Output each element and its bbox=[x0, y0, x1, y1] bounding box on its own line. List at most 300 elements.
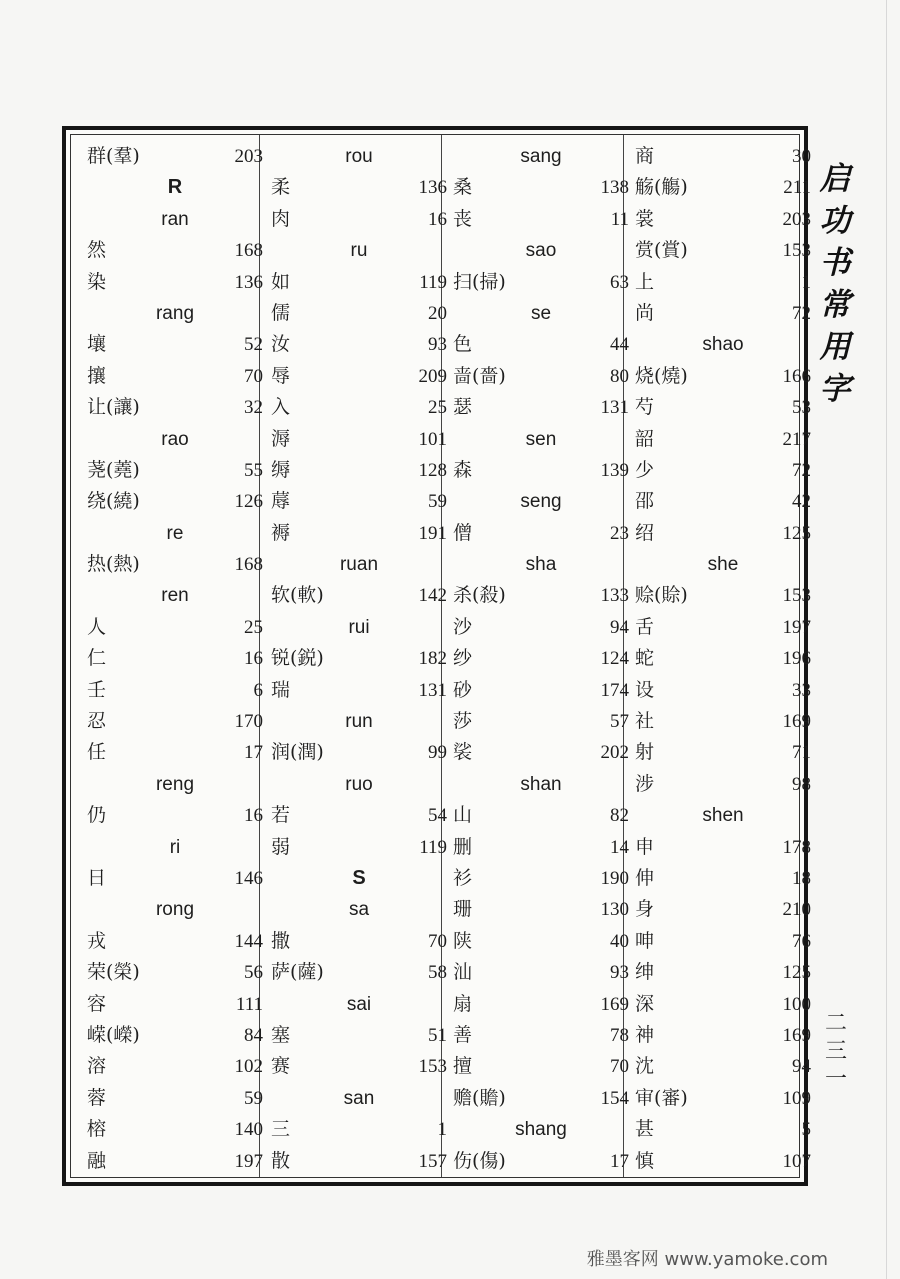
entry-character: 身 bbox=[635, 898, 655, 921]
index-column-4 bbox=[635, 141, 811, 1177]
index-entry bbox=[271, 329, 447, 360]
entry-character: 肉 bbox=[271, 207, 291, 230]
entry-page-number: 210 bbox=[782, 899, 811, 921]
entry-page-number: 59 bbox=[428, 491, 447, 513]
title-char: 用 bbox=[819, 329, 851, 365]
index-entry bbox=[271, 392, 447, 423]
index-entry bbox=[87, 1146, 263, 1177]
entry-character: 啬(嗇) bbox=[453, 364, 506, 387]
entry-character: 任 bbox=[87, 741, 107, 764]
entry-character: 缛 bbox=[271, 458, 291, 481]
entry-page-number: 1 bbox=[801, 271, 811, 293]
index-entry bbox=[87, 141, 263, 172]
entry-page-number: 1 bbox=[437, 1119, 447, 1141]
index-entry bbox=[271, 675, 447, 706]
page-number-char: 二 bbox=[824, 1011, 847, 1036]
entry-page-number: 54 bbox=[428, 805, 447, 827]
entry-page-number: 52 bbox=[244, 334, 263, 356]
index-entry bbox=[635, 361, 811, 392]
index-entry bbox=[635, 235, 811, 266]
index-entry bbox=[87, 706, 263, 737]
index-entry bbox=[453, 832, 629, 863]
watermark: 雅墨客网 www.yamoke.com bbox=[586, 1249, 828, 1270]
entry-page-number: 169 bbox=[782, 1024, 811, 1046]
entry-character: 社 bbox=[635, 710, 655, 733]
entry-page-number: 42 bbox=[792, 491, 811, 513]
title-char: 常 bbox=[819, 287, 851, 323]
entry-character: 热(熱) bbox=[87, 553, 140, 576]
index-entry bbox=[87, 392, 263, 423]
entry-character: 让(讓) bbox=[87, 396, 140, 419]
entry-page-number: 166 bbox=[782, 365, 811, 387]
entry-character: 扇 bbox=[453, 992, 473, 1015]
entry-character: 戎 bbox=[87, 929, 107, 952]
entry-character: 若 bbox=[271, 804, 291, 827]
index-entry bbox=[271, 1114, 447, 1145]
index-column-1 bbox=[87, 141, 263, 1177]
entry-character: 蛇 bbox=[635, 647, 655, 670]
entry-character: 汝 bbox=[271, 333, 291, 356]
index-entry bbox=[453, 1083, 629, 1114]
entry-character: 赊(賒) bbox=[635, 584, 688, 607]
entry-page-number: 58 bbox=[428, 962, 447, 984]
index-entry bbox=[635, 737, 811, 768]
index-entry bbox=[453, 455, 629, 486]
entry-character: 呻 bbox=[635, 929, 655, 952]
entry-character: 莎 bbox=[453, 710, 473, 733]
entry-page-number: 168 bbox=[234, 554, 263, 576]
entry-page-number: 80 bbox=[610, 365, 629, 387]
entry-page-number: 30 bbox=[792, 146, 811, 167]
entry-page-number: 191 bbox=[418, 522, 447, 544]
entry-character: 善 bbox=[453, 1023, 473, 1046]
index-entry bbox=[271, 926, 447, 957]
entry-character: 伤(傷) bbox=[453, 1149, 506, 1172]
index-entry bbox=[453, 518, 629, 549]
pinyin-heading: reng bbox=[155, 773, 195, 795]
entry-page-number: 63 bbox=[610, 271, 629, 293]
entry-character: 山 bbox=[453, 804, 473, 827]
entry-page-number: 136 bbox=[418, 177, 447, 199]
index-entry bbox=[453, 926, 629, 957]
entry-character: 杀(殺) bbox=[453, 584, 506, 607]
entry-character: 汕 bbox=[453, 961, 473, 984]
entry-page-number: 209 bbox=[418, 365, 447, 387]
page-number-char: 一 bbox=[824, 1067, 847, 1092]
index-column-3 bbox=[453, 141, 629, 1177]
index-entry bbox=[87, 863, 263, 894]
entry-page-number: 190 bbox=[600, 867, 629, 889]
entry-page-number: 32 bbox=[244, 397, 263, 419]
entry-page-number: 217 bbox=[782, 428, 811, 450]
entry-character: 森 bbox=[453, 458, 473, 481]
index-entry bbox=[271, 800, 447, 831]
entry-page-number: 6 bbox=[253, 679, 263, 701]
index-entry bbox=[87, 957, 263, 988]
entry-page-number: 94 bbox=[792, 1056, 811, 1078]
entry-character: 舌 bbox=[635, 615, 655, 638]
entry-page-number: 178 bbox=[782, 836, 811, 858]
page-number bbox=[818, 1010, 854, 1094]
index-entry bbox=[271, 424, 447, 455]
pinyin-heading: shao bbox=[702, 334, 744, 356]
entry-page-number: 196 bbox=[782, 648, 811, 670]
index-entry bbox=[635, 486, 811, 517]
entry-character: 蓉 bbox=[87, 1086, 107, 1109]
entry-page-number: 138 bbox=[600, 177, 629, 199]
title-char: 功 bbox=[819, 203, 851, 239]
entry-page-number: 11 bbox=[610, 208, 629, 230]
entry-page-number: 111 bbox=[235, 993, 263, 1015]
entry-character: 荣(榮) bbox=[87, 961, 140, 984]
entry-page-number: 102 bbox=[234, 1056, 263, 1078]
index-entry bbox=[453, 580, 629, 611]
entry-character: 人 bbox=[87, 615, 107, 638]
section-letter: S bbox=[352, 866, 366, 889]
entry-character: 赡(贍) bbox=[453, 1086, 506, 1109]
entry-page-number: 33 bbox=[792, 679, 811, 701]
entry-character: 赏(賞) bbox=[635, 239, 688, 262]
index-entry bbox=[635, 989, 811, 1020]
entry-character: 荛(蕘) bbox=[87, 458, 140, 481]
index-entry bbox=[271, 172, 447, 203]
entry-page-number: 59 bbox=[244, 1087, 263, 1109]
entry-character: 蓐 bbox=[271, 490, 291, 513]
index-entry bbox=[635, 1020, 811, 1051]
entry-page-number: 170 bbox=[234, 711, 263, 733]
entry-character: 砂 bbox=[453, 678, 473, 701]
entry-page-number: 101 bbox=[418, 428, 447, 450]
index-entry bbox=[87, 329, 263, 360]
entry-character: 三 bbox=[271, 1118, 291, 1141]
entry-page-number: 94 bbox=[610, 616, 629, 638]
index-entry bbox=[271, 1051, 447, 1082]
index-entry bbox=[87, 926, 263, 957]
index-column-2 bbox=[271, 141, 447, 1177]
pinyin-heading: sa bbox=[348, 899, 370, 921]
entry-page-number: 168 bbox=[234, 240, 263, 262]
entry-page-number: 154 bbox=[600, 1087, 629, 1109]
entry-page-number: 109 bbox=[782, 1087, 811, 1109]
entry-character: 觞(觴) bbox=[635, 176, 688, 199]
index-entry bbox=[635, 832, 811, 863]
entry-page-number: 70 bbox=[244, 365, 263, 387]
entry-character: 溶 bbox=[87, 1055, 107, 1078]
pinyin-heading: run bbox=[345, 711, 373, 733]
index-entry bbox=[87, 1020, 263, 1051]
entry-page-number: 18 bbox=[792, 867, 811, 889]
pinyin-heading: ruo bbox=[345, 773, 373, 795]
entry-page-number: 51 bbox=[428, 1024, 447, 1046]
entry-page-number: 125 bbox=[782, 522, 811, 544]
pinyin-heading: ren bbox=[161, 585, 189, 607]
entry-character: 萨(薩) bbox=[271, 961, 324, 984]
entry-character: 群(羣) bbox=[87, 145, 140, 167]
index-entry bbox=[87, 267, 263, 298]
index-entry bbox=[271, 486, 447, 517]
entry-page-number: 20 bbox=[428, 302, 447, 324]
entry-character: 撒 bbox=[271, 929, 291, 952]
entry-character: 沙 bbox=[453, 615, 473, 638]
pinyin-heading: shang bbox=[515, 1119, 567, 1141]
pinyin-heading: sha bbox=[525, 554, 557, 576]
entry-page-number: 119 bbox=[419, 271, 447, 293]
index-entry bbox=[635, 612, 811, 643]
entry-character: 韶 bbox=[635, 427, 655, 450]
entry-page-number: 153 bbox=[418, 1056, 447, 1078]
index-entry bbox=[453, 1020, 629, 1051]
index-entry bbox=[453, 612, 629, 643]
index-entry bbox=[635, 675, 811, 706]
pinyin-heading: rou bbox=[345, 146, 373, 167]
entry-page-number: 14 bbox=[610, 836, 629, 858]
entry-page-number: 203 bbox=[234, 146, 263, 167]
book-title-vertical bbox=[815, 158, 855, 410]
entry-character: 射 bbox=[635, 741, 655, 764]
entry-page-number: 197 bbox=[234, 1150, 263, 1172]
entry-page-number: 17 bbox=[244, 742, 263, 764]
pinyin-heading: se bbox=[530, 302, 552, 324]
pinyin-heading: sen bbox=[525, 428, 557, 450]
index-entry bbox=[87, 361, 263, 392]
entry-character: 设 bbox=[635, 678, 655, 701]
pinyin-heading: ri bbox=[169, 836, 181, 858]
pinyin-heading: ru bbox=[350, 240, 368, 262]
entry-page-number: 130 bbox=[600, 899, 629, 921]
entry-page-number: 153 bbox=[782, 240, 811, 262]
entry-character: 审(審) bbox=[635, 1086, 688, 1109]
index-entry bbox=[87, 486, 263, 517]
entry-page-number: 197 bbox=[782, 616, 811, 638]
entry-character: 尚 bbox=[635, 301, 655, 324]
entry-page-number: 107 bbox=[782, 1150, 811, 1172]
entry-page-number: 211 bbox=[783, 177, 811, 199]
entry-character: 润(潤) bbox=[271, 741, 324, 764]
entry-character: 涉 bbox=[635, 772, 655, 795]
entry-character: 烧(燒) bbox=[635, 364, 688, 387]
index-entry bbox=[635, 141, 811, 172]
entry-character: 纱 bbox=[453, 647, 473, 670]
entry-character: 仁 bbox=[87, 647, 107, 670]
index-entry bbox=[453, 392, 629, 423]
index-entry bbox=[271, 1020, 447, 1051]
index-entry bbox=[87, 1083, 263, 1114]
entry-page-number: 126 bbox=[234, 491, 263, 513]
entry-character: 辱 bbox=[271, 364, 291, 387]
index-entry bbox=[87, 1051, 263, 1082]
entry-page-number: 182 bbox=[418, 648, 447, 670]
entry-page-number: 56 bbox=[244, 962, 263, 984]
index-entry bbox=[453, 643, 629, 674]
pinyin-heading: shen bbox=[702, 805, 744, 827]
index-entry bbox=[453, 675, 629, 706]
index-entry bbox=[453, 800, 629, 831]
index-entry bbox=[635, 957, 811, 988]
entry-character: 裟 bbox=[453, 741, 473, 764]
entry-character: 弱 bbox=[271, 835, 291, 858]
entry-page-number: 17 bbox=[610, 1150, 629, 1172]
index-entry bbox=[635, 424, 811, 455]
entry-character: 嵘(嶸) bbox=[87, 1023, 140, 1046]
entry-character: 擅 bbox=[453, 1055, 473, 1078]
index-entry bbox=[635, 392, 811, 423]
pinyin-heading: san bbox=[343, 1087, 375, 1109]
index-entry bbox=[453, 706, 629, 737]
index-entry bbox=[87, 800, 263, 831]
entry-character: 壤 bbox=[87, 333, 107, 356]
entry-page-number: 93 bbox=[610, 962, 629, 984]
entry-character: 壬 bbox=[87, 678, 107, 701]
entry-character: 忍 bbox=[87, 710, 107, 733]
entry-page-number: 40 bbox=[610, 930, 629, 952]
index-entry bbox=[87, 989, 263, 1020]
entry-page-number: 128 bbox=[418, 459, 447, 481]
entry-page-number: 16 bbox=[244, 805, 263, 827]
entry-character: 染 bbox=[87, 270, 107, 293]
entry-page-number: 57 bbox=[610, 711, 629, 733]
pinyin-heading: sao bbox=[525, 240, 557, 262]
index-entry bbox=[635, 926, 811, 957]
entry-character: 仍 bbox=[87, 804, 107, 827]
entry-page-number: 72 bbox=[792, 459, 811, 481]
entry-page-number: 84 bbox=[244, 1024, 263, 1046]
entry-page-number: 78 bbox=[610, 1024, 629, 1046]
entry-character: 上 bbox=[635, 270, 655, 293]
entry-page-number: 125 bbox=[782, 962, 811, 984]
entry-character: 商 bbox=[635, 145, 655, 167]
index-entry bbox=[271, 455, 447, 486]
entry-page-number: 70 bbox=[610, 1056, 629, 1078]
entry-page-number: 146 bbox=[234, 867, 263, 889]
entry-character: 慎 bbox=[635, 1149, 655, 1172]
entry-page-number: 140 bbox=[234, 1119, 263, 1141]
index-entry bbox=[271, 267, 447, 298]
entry-page-number: 16 bbox=[244, 648, 263, 670]
entry-character: 然 bbox=[87, 239, 107, 262]
entry-character: 邵 bbox=[635, 490, 655, 513]
pinyin-heading: rao bbox=[161, 428, 189, 450]
index-entry bbox=[453, 1051, 629, 1082]
pinyin-heading: rui bbox=[348, 616, 370, 638]
entry-character: 绍 bbox=[635, 521, 655, 544]
entry-page-number: 23 bbox=[610, 522, 629, 544]
index-entry bbox=[87, 235, 263, 266]
index-entry bbox=[453, 172, 629, 203]
index-entry bbox=[635, 643, 811, 674]
pinyin-heading: rang bbox=[155, 302, 195, 324]
section-letter: R bbox=[167, 176, 183, 199]
pinyin-heading: ran bbox=[161, 208, 189, 230]
entry-page-number: 133 bbox=[600, 585, 629, 607]
entry-page-number: 119 bbox=[419, 836, 447, 858]
index-entry bbox=[271, 204, 447, 235]
entry-page-number: 16 bbox=[428, 208, 447, 230]
index-entry bbox=[635, 863, 811, 894]
index-entry bbox=[87, 675, 263, 706]
pinyin-heading: re bbox=[166, 522, 184, 544]
index-entry bbox=[635, 267, 811, 298]
entry-page-number: 153 bbox=[782, 585, 811, 607]
index-table-frame bbox=[62, 126, 811, 1186]
entry-character: 融 bbox=[87, 1149, 107, 1172]
index-entry bbox=[271, 832, 447, 863]
entry-page-number: 99 bbox=[428, 742, 447, 764]
entry-character: 塞 bbox=[271, 1023, 291, 1046]
entry-page-number: 131 bbox=[418, 679, 447, 701]
index-entry bbox=[271, 580, 447, 611]
entry-character: 沈 bbox=[635, 1055, 655, 1078]
entry-character: 绕(繞) bbox=[87, 490, 140, 513]
entry-character: 瑟 bbox=[453, 396, 473, 419]
index-entry bbox=[635, 172, 811, 203]
index-entry bbox=[87, 737, 263, 768]
index-entry bbox=[635, 204, 811, 235]
index-entry bbox=[453, 329, 629, 360]
index-entry bbox=[635, 518, 811, 549]
index-entry bbox=[271, 361, 447, 392]
entry-character: 神 bbox=[635, 1023, 655, 1046]
entry-page-number: 124 bbox=[600, 648, 629, 670]
entry-page-number: 174 bbox=[600, 679, 629, 701]
index-entry bbox=[635, 298, 811, 329]
entry-page-number: 55 bbox=[244, 459, 263, 481]
pinyin-heading: seng bbox=[520, 491, 562, 513]
entry-page-number: 5 bbox=[801, 1119, 811, 1141]
entry-page-number: 144 bbox=[234, 930, 263, 952]
index-entry bbox=[635, 894, 811, 925]
entry-character: 深 bbox=[635, 992, 655, 1015]
pinyin-heading: rong bbox=[155, 899, 195, 921]
entry-character: 散 bbox=[271, 1149, 291, 1172]
index-entry bbox=[87, 643, 263, 674]
index-entry bbox=[635, 706, 811, 737]
entry-character: 芍 bbox=[635, 396, 655, 419]
index-entry bbox=[453, 204, 629, 235]
entry-character: 日 bbox=[87, 866, 107, 889]
entry-character: 赛 bbox=[271, 1055, 291, 1078]
entry-character: 溽 bbox=[271, 427, 291, 450]
entry-character: 珊 bbox=[453, 898, 473, 921]
entry-character: 桑 bbox=[453, 176, 473, 199]
entry-page-number: 142 bbox=[418, 585, 447, 607]
pinyin-heading: sang bbox=[520, 146, 562, 167]
entry-character: 容 bbox=[87, 992, 107, 1015]
page-edge-line bbox=[886, 0, 887, 1279]
entry-page-number: 169 bbox=[600, 993, 629, 1015]
pinyin-heading: sai bbox=[346, 993, 372, 1015]
index-entry bbox=[271, 957, 447, 988]
entry-page-number: 93 bbox=[428, 334, 447, 356]
index-entry bbox=[453, 957, 629, 988]
index-entry bbox=[635, 1083, 811, 1114]
index-entry bbox=[635, 1146, 811, 1177]
index-entry bbox=[453, 1146, 629, 1177]
index-entry bbox=[453, 863, 629, 894]
index-entry bbox=[453, 361, 629, 392]
index-entry bbox=[271, 518, 447, 549]
entry-character: 瑞 bbox=[271, 678, 291, 701]
entry-character: 伸 bbox=[635, 866, 655, 889]
entry-character: 少 bbox=[635, 458, 655, 481]
title-char: 书 bbox=[819, 245, 851, 281]
entry-page-number: 202 bbox=[600, 742, 629, 764]
entry-character: 褥 bbox=[271, 521, 291, 544]
entry-character: 如 bbox=[271, 270, 291, 293]
entry-page-number: 76 bbox=[792, 930, 811, 952]
index-entry bbox=[87, 455, 263, 486]
entry-page-number: 44 bbox=[610, 334, 629, 356]
index-entry bbox=[271, 643, 447, 674]
